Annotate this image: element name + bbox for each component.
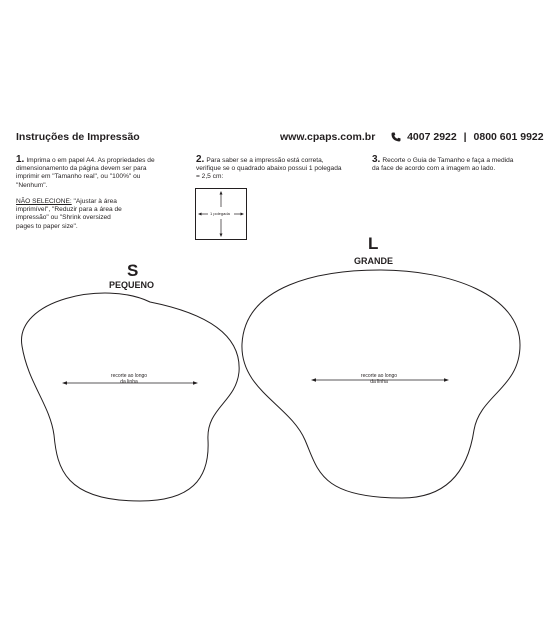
step-text: Imprima o em papel A4. As propriedades de dimensionamento da página devem ser para imprimir em "Tamanho real", ou "100%" ou "Nenhum".: [16, 157, 155, 189]
cut-instruction-small: [104, 373, 154, 385]
square-label: 1 polegada: [210, 211, 230, 216]
size-name-small: PEQUENO: [109, 280, 155, 290]
step-text: Para saber se a impressão está correta, verifique se o quadrado abaixo possui 1 polegada = 2,5 cm:: [196, 157, 342, 181]
cut-text-line: da linha: [370, 379, 388, 385]
size-letter-large: L: [368, 234, 379, 253]
cut-text-line: recorte ao longo: [360, 373, 398, 379]
warning-text: "Ajustar à área imprimível", "Reduzir para a área de impressão" ou "Shrink oversized pages to paper size".: [16, 198, 122, 230]
website-text: www.cpaps.com.br: [280, 131, 376, 143]
size-letter-small: S: [127, 261, 139, 280]
phone-number-2: 0800 601 9922: [473, 131, 544, 143]
phone-number-1: 4007 2922: [407, 131, 457, 143]
cut-text-line: recorte ao longo: [110, 373, 148, 379]
cut-instruction-large: [349, 373, 409, 385]
page-title: Instruções de Impressão: [16, 131, 140, 143]
phone-separator: |: [463, 131, 467, 143]
step-number: 2.: [196, 154, 205, 165]
warning-label: NÃO SELECIONE:: [16, 198, 72, 205]
size-name-large: GRANDE: [354, 256, 394, 266]
small-cushion-outline: [22, 293, 240, 501]
step-number: 3.: [372, 154, 381, 165]
cut-text-line: da linha: [120, 379, 138, 385]
step-number: 1.: [16, 154, 25, 165]
step-text: Recorte o Guia de Tamanho e faça a medida da face de acordo com a imagem ao lado.: [372, 157, 514, 173]
